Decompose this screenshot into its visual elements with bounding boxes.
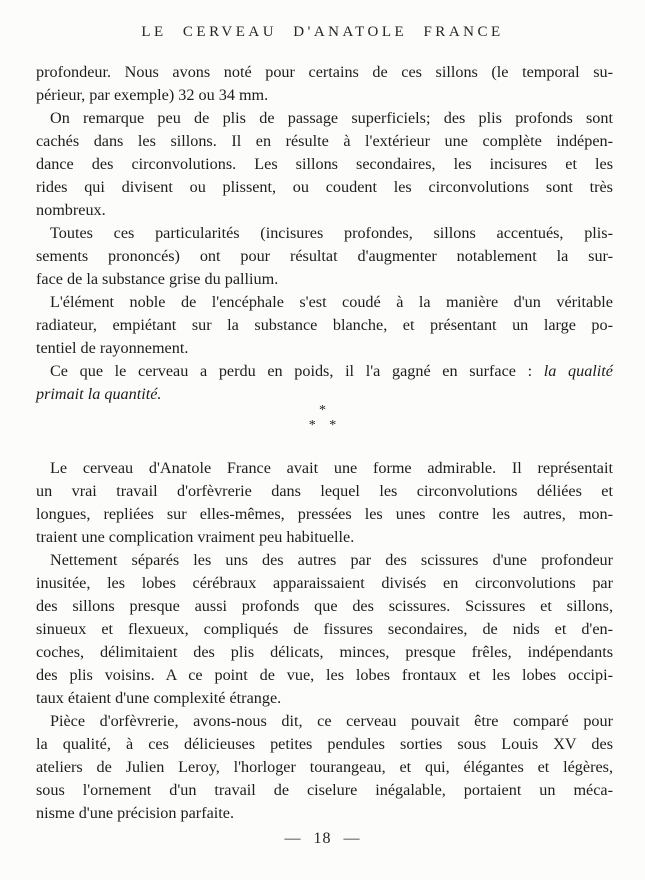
text-line [36,360,613,383]
text-line [36,618,613,641]
page-number: — 18 — [284,830,361,847]
body-text: des sillons presque aussi profonds que des scissures. Scissures et sillons, [36,597,613,615]
body-text: radiateur, empiétant sur la substance blanche, et présentant un large po- [36,316,613,334]
text-line [36,687,613,710]
text-line [36,526,613,549]
text-line [36,245,613,268]
body-text: des plis voisins. A ce point de vue, les lobes frontaux et les lobes occipi- [36,666,613,684]
text-line [36,595,613,618]
body-text: face de la substance grise du pallium. [36,270,279,288]
text-line [36,153,613,176]
text-line [36,779,613,802]
text-line [36,641,613,664]
body-text: nisme d'une précision parfaite. [36,804,234,822]
body-text: nombreux. [36,201,106,219]
text-line [36,802,613,825]
body-section-1 [36,61,613,406]
text-line [36,572,613,595]
text-line [36,222,613,245]
text-line [36,710,613,733]
body-text: inusitée, les lobes cérébraux apparaissaient divisés en circonvolutions par [36,574,613,592]
body-text: L'élément noble de l'encéphale s'est coudé à la manière d'un véritable [50,293,613,311]
body-text: sements prononcés) ont pour résultat d'augmenter notablement la sur- [36,247,613,265]
text-line [36,337,613,360]
body-text: périeur, par exemple) 32 ou 34 mm. [36,86,269,104]
body-text: Toutes ces particularités (incisures profondes, sillons accentués, plis- [50,224,613,242]
text-line [36,733,613,756]
asterisk-glyph: * * [308,418,337,433]
text-line [36,199,613,222]
text-line [36,480,613,503]
body-text: profondeur. Nous avons noté pour certains de ces sillons (le temporal su- [36,63,613,81]
body-text: taux étaient d'une complexité étrange. [36,689,282,707]
body-text: On remarque peu de plis de passage superficiels; des plis profonds sont [50,109,613,127]
text-line [36,107,613,130]
italic-text: primait la quantité. [36,385,162,403]
text-line [36,503,613,526]
body-text: Ce que le cerveau a perdu en poids, il l'a gagné en surface : [50,362,544,380]
text-line [36,756,613,779]
body-text: Pièce d'orfèvrerie, avons-nous dit, ce cerveau pouvait être comparé pour [50,712,613,730]
body-text: un vrai travail d'orfèvrerie dans lequel les circonvolutions déliées et [36,482,613,500]
body-text: tentiel de rayonnement. [36,339,189,357]
italic-text: la qualité [543,362,613,380]
text-line [36,549,613,572]
body-text: cachés dans les sillons. Il en résulte à l'extérieur une complète indépen- [36,132,613,150]
body-section-2 [36,457,613,825]
text-line [36,84,613,107]
text-line [36,664,613,687]
asterisk-glyph: * [319,403,326,418]
text-line [36,130,613,153]
body-text: sous l'ornement d'un travail de ciselure inégalable, portaient un méca- [36,781,613,799]
section-divider-asterism [0,403,645,433]
body-text: sinueux et flexueux, compliqués de fissures secondaires, de nids et d'en- [36,620,613,638]
body-text: la qualité, à ces délicieuses petites pendules sorties sous Louis XV des [36,735,613,753]
text-line [36,61,613,84]
body-text: longues, repliées sur elles-mêmes, pressées les unes contre les autres, mon- [36,505,613,523]
text-line [36,291,613,314]
body-text: Nettement séparés les uns des autres par des scissures d'une profondeur [50,551,613,569]
text-line [36,457,613,480]
page-header-title: LE CERVEAU D'ANATOLE FRANCE [141,24,504,40]
body-text: dance des circonvolutions. Les sillons secondaires, les incisures et les [36,155,613,173]
body-text: coches, délimitaient des plis délicats, minces, presque frêles, indépendants [36,643,613,661]
text-line [36,314,613,337]
body-text: Le cerveau d'Anatole France avait une forme admirable. Il représentait [50,459,613,477]
body-text: rides qui divisent ou plissent, ou coudent les circonvolutions sont très [36,178,613,196]
text-line [36,176,613,199]
body-text: traient une complication vraiment peu habituelle. [36,528,355,546]
text-line [36,268,613,291]
body-text: ateliers de Julien Leroy, l'horloger tourangeau, et qui, élégantes et légères, [36,758,613,776]
